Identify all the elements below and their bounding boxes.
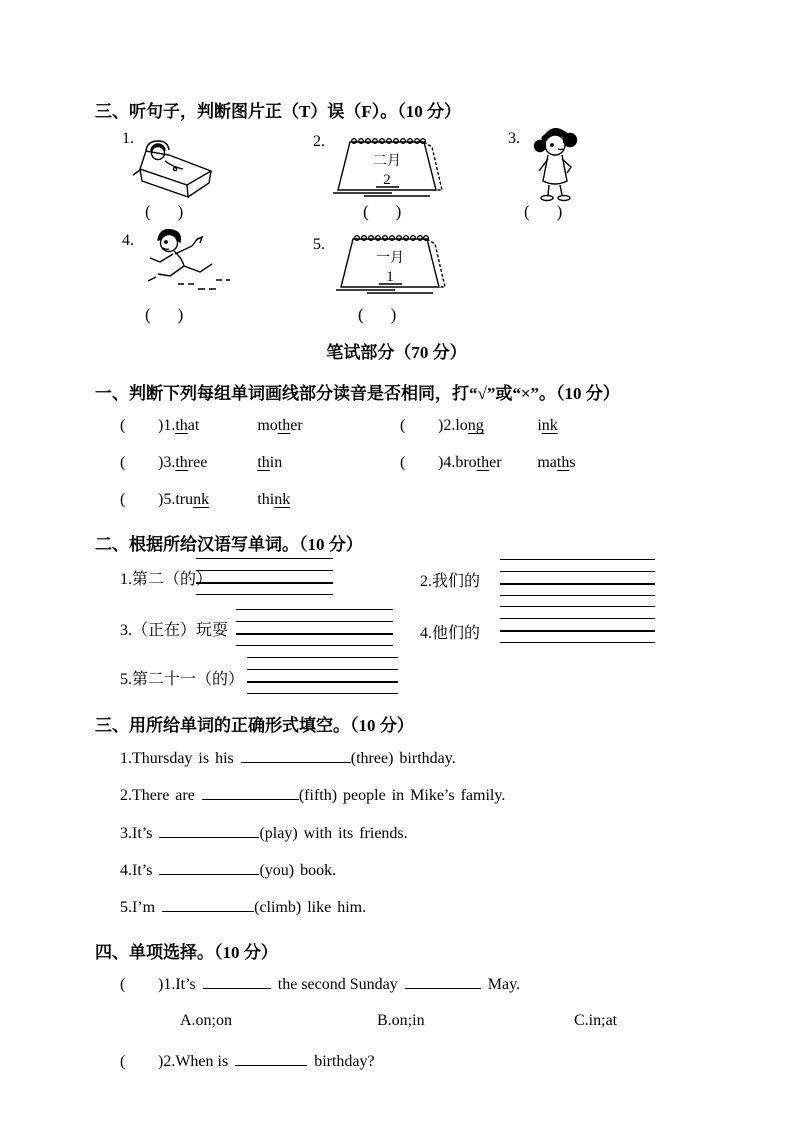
chinese-prompt: 4.他们的 [420, 625, 481, 642]
pair-number: 4. [443, 454, 456, 471]
calendar-january-illustration [333, 229, 451, 299]
paren-open: ( [400, 454, 406, 471]
pair-number: 1. [163, 417, 176, 434]
answer-paren [145, 202, 184, 222]
word-2: mother [257, 417, 303, 434]
paren-close: ) [395, 202, 403, 221]
choice-question-2: ( )2.When is birthday? [120, 1053, 375, 1070]
running-boy-illustration [138, 228, 240, 294]
paren-close: ) [177, 202, 185, 221]
word-2: ink [537, 417, 558, 434]
choice-option-b[interactable]: B.on;in [377, 1012, 425, 1029]
pair-number: 2. [443, 417, 456, 434]
underlined-letters: th [175, 417, 188, 434]
listening-item-number: 2. [313, 133, 325, 150]
question-number: 2. [163, 1053, 176, 1070]
word-2: thin [257, 454, 283, 471]
answer-blank[interactable] [159, 860, 259, 875]
fill-in-question: 2.There are (fifth) people in Mike’s family. [120, 787, 506, 804]
pronunciation-pair [120, 417, 303, 435]
calendar-month-label: 二月 [373, 154, 401, 169]
underlined-letters: nk [193, 491, 210, 508]
paren-close: ) [158, 454, 164, 471]
underlined-letters: th [556, 454, 570, 471]
word-1: three [175, 454, 208, 471]
paren-open: ( [120, 1053, 126, 1070]
paren-close: ) [158, 1053, 164, 1070]
underlined-letters: ng [467, 417, 484, 434]
listening-item-number: 5. [313, 236, 325, 253]
chinese-prompt: 2.我们的 [420, 573, 481, 590]
section4-title: 四、单项选择。（10 分） [95, 943, 278, 962]
paren-open: ( [400, 417, 406, 434]
chinese-prompt: 3.（正在）玩耍 [120, 622, 229, 639]
paren-open: ( [120, 976, 126, 993]
underlined-letters: th [175, 454, 188, 471]
underlined-letters: nk [541, 417, 558, 434]
choice-question-1: ( )1.It’s the second Sunday May. [120, 976, 521, 993]
calendar-february-illustration [330, 132, 448, 202]
choice-option-a[interactable]: A.on;on [180, 1012, 232, 1029]
paren-open: ( [145, 202, 152, 221]
chinese-prompt: 1.第二（的） [120, 571, 213, 588]
paren-close: ) [438, 454, 444, 471]
answer-blank[interactable] [203, 974, 271, 989]
word-2: think [257, 491, 291, 508]
sleeping-child-illustration [131, 139, 215, 201]
calendar-day-label: 1 [386, 269, 394, 285]
paren-open: ( [120, 417, 126, 434]
choice-option-c[interactable]: C.in;at [574, 1012, 618, 1029]
paren-close: ) [556, 202, 564, 221]
paren-open: ( [363, 202, 370, 221]
pronunciation-pair [400, 417, 558, 435]
question-number: 1. [163, 976, 176, 993]
word-1: that [175, 417, 200, 434]
listening-section-title: 三、听句子，判断图片正（T）误（F）。（10 分） [95, 102, 461, 121]
answer-blank[interactable] [405, 974, 481, 989]
writing-lines[interactable] [236, 609, 393, 657]
listening-item-number: 3. [508, 130, 520, 147]
answer-blank[interactable] [162, 897, 254, 912]
paren-close: ) [177, 305, 185, 324]
pair-number: 3. [163, 454, 176, 471]
calendar-day-label: 2 [383, 172, 391, 188]
underlined-letters: th [277, 417, 291, 434]
answer-blank[interactable] [202, 785, 299, 800]
underlined-letters: th [257, 454, 270, 471]
answer-paren [145, 305, 184, 325]
paren-open: ( [120, 491, 126, 508]
word-1: long [455, 417, 484, 434]
paren-close: ) [158, 491, 164, 508]
writing-lines[interactable] [500, 559, 655, 607]
fill-in-question: 5.I’m (climb) like him. [120, 899, 367, 916]
writing-lines[interactable] [247, 657, 398, 705]
underlined-letters: th [476, 454, 490, 471]
writing-lines[interactable] [500, 606, 655, 654]
paren-close: ) [158, 417, 164, 434]
pair-number: 5. [163, 491, 176, 508]
paren-close: ) [438, 417, 444, 434]
paren-open: ( [524, 202, 531, 221]
paren-close: ) [390, 305, 398, 324]
paren-open: ( [120, 454, 126, 471]
pronunciation-pair [400, 454, 576, 472]
section3-title: 三、用所给单词的正确形式填空。（10 分） [95, 716, 414, 735]
fill-in-question: 4.It’s (you) book. [120, 862, 337, 879]
word-1: trunk [175, 491, 210, 508]
paren-open: ( [358, 305, 365, 324]
answer-blank[interactable] [159, 823, 259, 838]
paren-open: ( [145, 305, 152, 324]
chinese-prompt: 5.第二十一（的） [120, 671, 245, 688]
answer-blank[interactable] [235, 1051, 307, 1066]
standing-girl-illustration [521, 127, 589, 205]
paren-close: ) [158, 976, 164, 993]
listening-item-number: 1. [122, 130, 134, 147]
listening-item-number: 4. [122, 232, 134, 249]
written-part-header: 笔试部分（70 分） [326, 343, 467, 362]
section2-title: 二、根据所给汉语写单词。（10 分） [95, 535, 363, 554]
word-2: maths [537, 454, 576, 471]
writing-lines[interactable] [196, 558, 333, 606]
fill-in-question: 3.It’s (play) with its friends. [120, 825, 408, 842]
pronunciation-pair [120, 454, 282, 472]
answer-blank[interactable] [241, 748, 351, 763]
answer-paren [524, 202, 563, 222]
underlined-letters: nk [274, 491, 291, 508]
calendar-month-label: 一月 [376, 251, 404, 266]
answer-paren [358, 305, 397, 325]
pronunciation-pair [120, 491, 290, 509]
section1-title: 一、判断下列每组单词画线部分读音是否相同，打“√”或“×”。（10 分） [95, 384, 620, 403]
fill-in-question: 1.Thursday is his (three) birthday. [120, 750, 456, 767]
word-1: brother [455, 454, 502, 471]
answer-paren [363, 202, 402, 222]
